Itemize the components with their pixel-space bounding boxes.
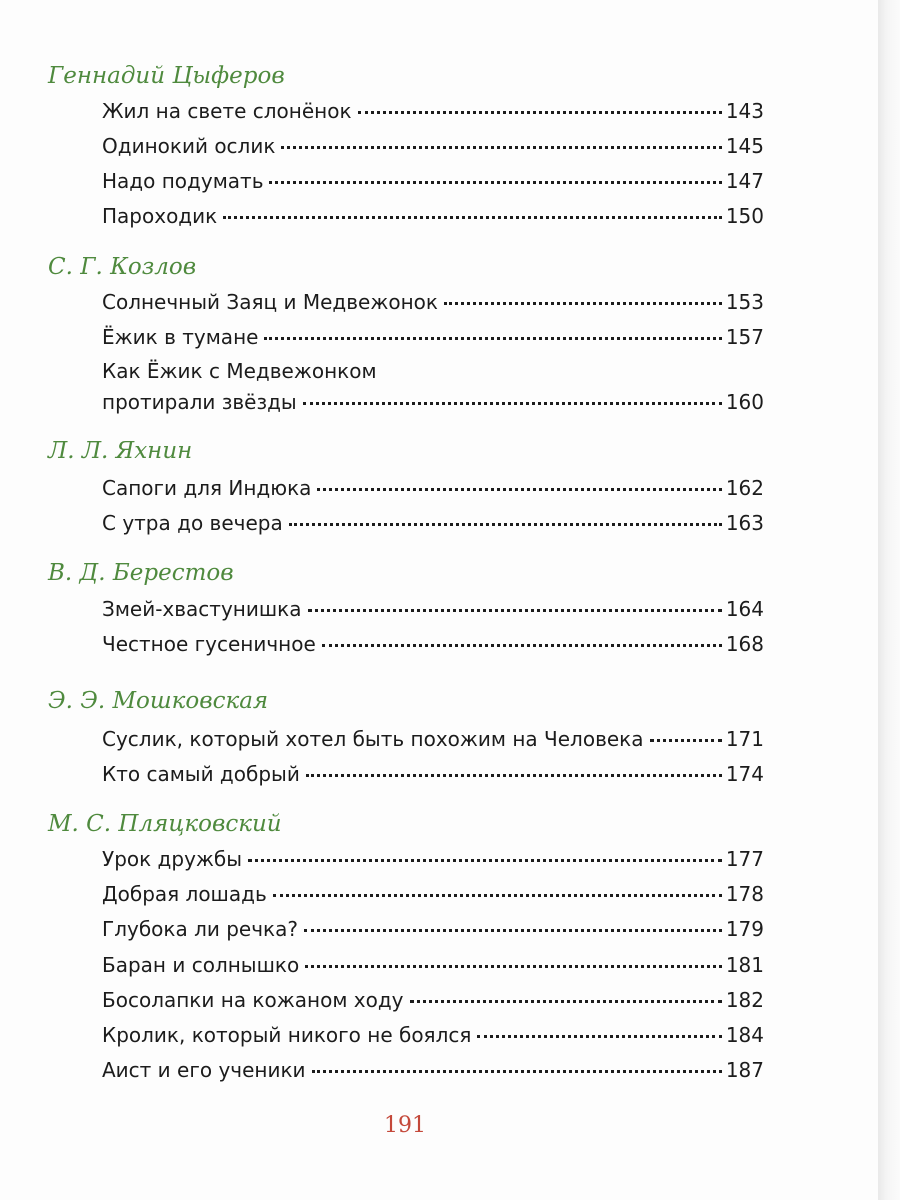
author-heading: С. Г. Козлов (48, 254, 197, 280)
toc-entry[interactable] (102, 165, 764, 195)
entry-page-number: 174 (725, 762, 764, 786)
entry-page-number: 178 (725, 882, 764, 906)
entry-title: Глубока ли речка? (102, 917, 298, 941)
dot-leader (264, 317, 721, 340)
dot-leader (410, 980, 722, 1003)
toc-entry[interactable] (102, 357, 764, 416)
dot-leader (317, 468, 721, 491)
dot-leader (305, 945, 722, 968)
entry-title: Змей-хвастунишка (102, 597, 302, 621)
dot-leader (444, 282, 722, 305)
dot-leader (312, 1050, 722, 1073)
entry-page-number: 150 (725, 204, 764, 228)
entry-page-number: 147 (725, 169, 764, 193)
dot-leader (303, 382, 722, 405)
toc-entry[interactable] (102, 628, 764, 658)
entry-title: протирали звёзды (102, 390, 297, 414)
dot-leader (304, 909, 722, 932)
dot-leader (269, 161, 721, 184)
entry-title: Сапоги для Индюка (102, 476, 312, 500)
author-heading: Л. Л. Яхнин (48, 438, 193, 464)
entry-page-number: 182 (725, 988, 764, 1012)
toc-entry[interactable] (102, 723, 764, 753)
entry-page-number: 164 (725, 597, 764, 621)
page-edge-shadow (878, 0, 900, 1200)
entry-page-number: 162 (725, 476, 764, 500)
entry-title: Урок дружбы (102, 847, 243, 871)
entry-page-number: 143 (725, 99, 764, 123)
toc-entry[interactable] (102, 913, 764, 943)
toc-entry[interactable] (102, 984, 764, 1014)
entry-page-number: 187 (725, 1058, 764, 1082)
entry-title: Честное гусеничное (102, 632, 316, 656)
toc-entry[interactable] (102, 286, 764, 316)
author-heading: Геннадий Цыферов (48, 63, 285, 89)
entry-title: Добрая лошадь (102, 882, 267, 906)
author-heading: В. Д. Берестов (48, 560, 234, 586)
entry-title-line1: Как Ёжик с Медвежонком (102, 359, 377, 383)
entry-title: Пароходик (102, 204, 218, 228)
entry-title: Ёжик в тумане (102, 325, 259, 349)
entry-page-number: 163 (725, 511, 764, 535)
entry-page-number: 168 (725, 632, 764, 656)
toc-entry[interactable] (102, 843, 764, 873)
entry-title: Баран и солнышко (102, 953, 300, 977)
toc-entry[interactable] (102, 758, 764, 788)
entry-title: Суслик, который хотел быть похожим на Человека (102, 727, 644, 751)
toc-entry[interactable] (102, 1019, 764, 1049)
dot-leader (281, 126, 721, 149)
entry-title: С утра до вечера (102, 511, 283, 535)
entry-page-number: 153 (725, 290, 764, 314)
entry-title: Жил на свете слонёнок (102, 99, 352, 123)
entry-page-number: 157 (725, 325, 764, 349)
author-heading: Э. Э. Мошковская (48, 688, 269, 714)
toc-entry[interactable] (102, 130, 764, 160)
dot-leader (223, 196, 722, 219)
entry-page-number: 181 (725, 953, 764, 977)
entry-title: Солнечный Заяц и Медвежонок (102, 290, 438, 314)
toc-entry[interactable] (102, 472, 764, 502)
toc-entry[interactable] (102, 95, 764, 125)
dot-leader (477, 1015, 721, 1038)
dot-leader (308, 589, 722, 612)
entry-title: Надо подумать (102, 169, 264, 193)
dot-leader (248, 839, 722, 862)
dot-leader (273, 874, 722, 897)
entry-page-number: 179 (725, 917, 764, 941)
entry-title: Кто самый добрый (102, 762, 300, 786)
entry-title: Одинокий ослик (102, 134, 276, 158)
toc-entry[interactable] (102, 878, 764, 908)
entry-title: Аист и его ученики (102, 1058, 306, 1082)
toc-entry[interactable] (102, 1054, 764, 1084)
page-number: 191 (384, 1113, 426, 1138)
author-heading: М. С. Пляцковский (48, 811, 282, 837)
toc-entry[interactable] (102, 321, 764, 351)
dot-leader (322, 624, 722, 647)
entry-page-number: 177 (725, 847, 764, 871)
dot-leader (358, 91, 722, 114)
entry-page-number: 171 (725, 727, 764, 751)
toc-entry[interactable] (102, 593, 764, 623)
entry-page-number: 160 (725, 390, 764, 414)
toc-entry[interactable] (102, 949, 764, 979)
entry-title: Босолапки на кожаном ходу (102, 988, 404, 1012)
toc-entry[interactable] (102, 200, 764, 230)
entry-page-number: 184 (725, 1023, 764, 1047)
dot-leader (650, 719, 722, 742)
toc-entry[interactable] (102, 507, 764, 537)
dot-leader (289, 503, 722, 526)
entry-page-number: 145 (725, 134, 764, 158)
dot-leader (306, 754, 722, 777)
entry-title: Кролик, который никого не боялся (102, 1023, 472, 1047)
